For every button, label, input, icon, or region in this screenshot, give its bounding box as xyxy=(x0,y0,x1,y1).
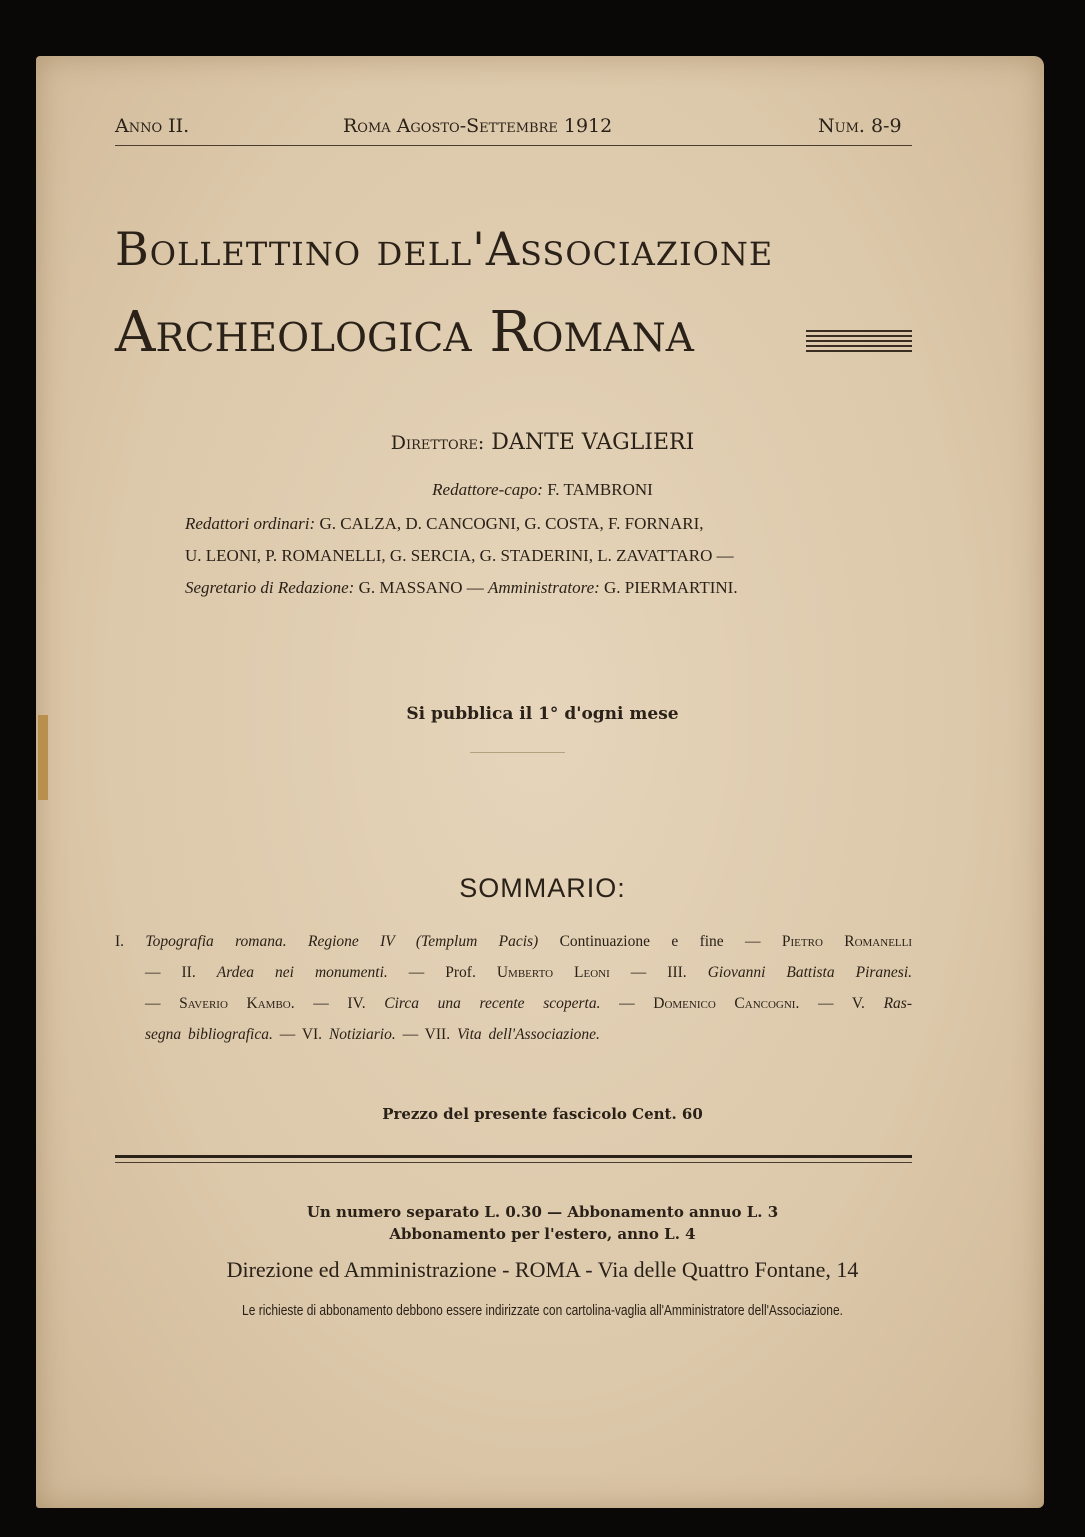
administrator-label: Amministratore: xyxy=(488,578,600,597)
address: Direzione ed Amministrazione - ROMA - Via delle Quattro Fontane, 14 xyxy=(226,1257,859,1282)
item-title: Ardea nei monumenti. xyxy=(216,964,388,981)
separator xyxy=(470,752,565,753)
sommario-line-2 xyxy=(145,964,912,982)
item-title: segna bibliografica. xyxy=(145,1026,273,1043)
title-line-1: Bollettino dell'Associazione xyxy=(115,222,774,276)
item-numeral: — II. xyxy=(145,964,196,981)
item-author: Umberto Leoni xyxy=(496,964,610,981)
item-numeral: — V. xyxy=(818,995,865,1012)
item-numeral: — VI. xyxy=(279,1026,323,1043)
sommario-line-4 xyxy=(145,1026,600,1044)
chief-editor-name: F. TAMBRONI xyxy=(547,480,653,499)
item-author: Saverio Kambo. xyxy=(179,995,295,1012)
administrator-name: G. PIERMARTINI. xyxy=(604,578,738,597)
director-name: DANTE VAGLIERI xyxy=(491,430,695,455)
binding-staple xyxy=(38,715,48,800)
secretary-admin-line xyxy=(185,578,738,598)
director xyxy=(0,430,1085,455)
title-ornament-lines xyxy=(806,330,912,352)
item-text: Continuazione e fine — xyxy=(559,933,761,950)
subscription-note: Le richieste di abbonamento debbono essere indirizzate con cartolina-vaglia all'Amministratore dell'Associazione. xyxy=(242,1302,843,1319)
issue-number: Num. 8-9 xyxy=(818,115,902,137)
title-line-2: Archeologica Romana xyxy=(115,300,694,365)
subscription-prices: Un numero separato L. 0.30 — Abbonamento annuo L. 3 xyxy=(306,1203,779,1221)
item-text: — Prof. xyxy=(408,964,476,981)
sommario-line-3 xyxy=(145,995,912,1013)
editors-line-2: U. LEONI, P. ROMANELLI, G. SERCIA, G. STADERINI, L. ZAVATTARO — xyxy=(185,546,734,565)
foreign-subscription: Abbonamento per l'estero, anno L. 4 xyxy=(389,1225,696,1243)
item-numeral: — III. xyxy=(630,964,687,981)
sommario-line-1 xyxy=(115,933,912,951)
issue-year: Anno II. xyxy=(115,115,190,137)
item-title: Notiziario. xyxy=(328,1026,396,1043)
chief-editor-label: Redattore-capo: xyxy=(432,480,543,499)
editors-label: Redattori ordinari: xyxy=(185,514,316,533)
header-rule xyxy=(115,145,912,146)
item-numeral: — VII. xyxy=(402,1026,451,1043)
item-numeral: I. xyxy=(115,933,125,950)
sommario-heading: SOMMARIO: xyxy=(459,873,626,903)
item-title: Vita dell'Associazione. xyxy=(456,1026,600,1043)
item-text: — xyxy=(619,995,635,1012)
editors-line-1 xyxy=(185,514,704,534)
item-title: Ras- xyxy=(883,995,912,1012)
issue-date: Roma Agosto-Settembre 1912 xyxy=(343,115,613,137)
publication-frequency: Si pubblica il 1° d'ogni mese xyxy=(406,704,679,724)
director-label: Direttore: xyxy=(390,432,485,454)
secretary-label: Segretario di Redazione: xyxy=(185,578,355,597)
item-title: Topografia romana. Regione IV (Templum Pacis) xyxy=(145,933,539,950)
chief-editor xyxy=(0,480,1085,500)
item-title: Circa una recente scoperta. xyxy=(384,995,601,1012)
secretary-name: G. MASSANO — xyxy=(358,578,484,597)
item-numeral: — IV. xyxy=(313,995,366,1012)
item-title: Giovanni Battista Piranesi. xyxy=(707,964,913,981)
footer-rule-thick xyxy=(115,1155,912,1158)
item-author: Domenico Cancogni. xyxy=(653,995,800,1012)
editors-names-1: G. CALZA, D. CANCOGNI, G. COSTA, F. FORNARI, xyxy=(319,514,704,533)
issue-price: Prezzo del presente fascicolo Cent. 60 xyxy=(382,1105,703,1123)
item-author: Pietro Romanelli xyxy=(781,933,913,950)
item-text: — xyxy=(145,995,161,1012)
footer-rule-thin xyxy=(115,1162,912,1163)
